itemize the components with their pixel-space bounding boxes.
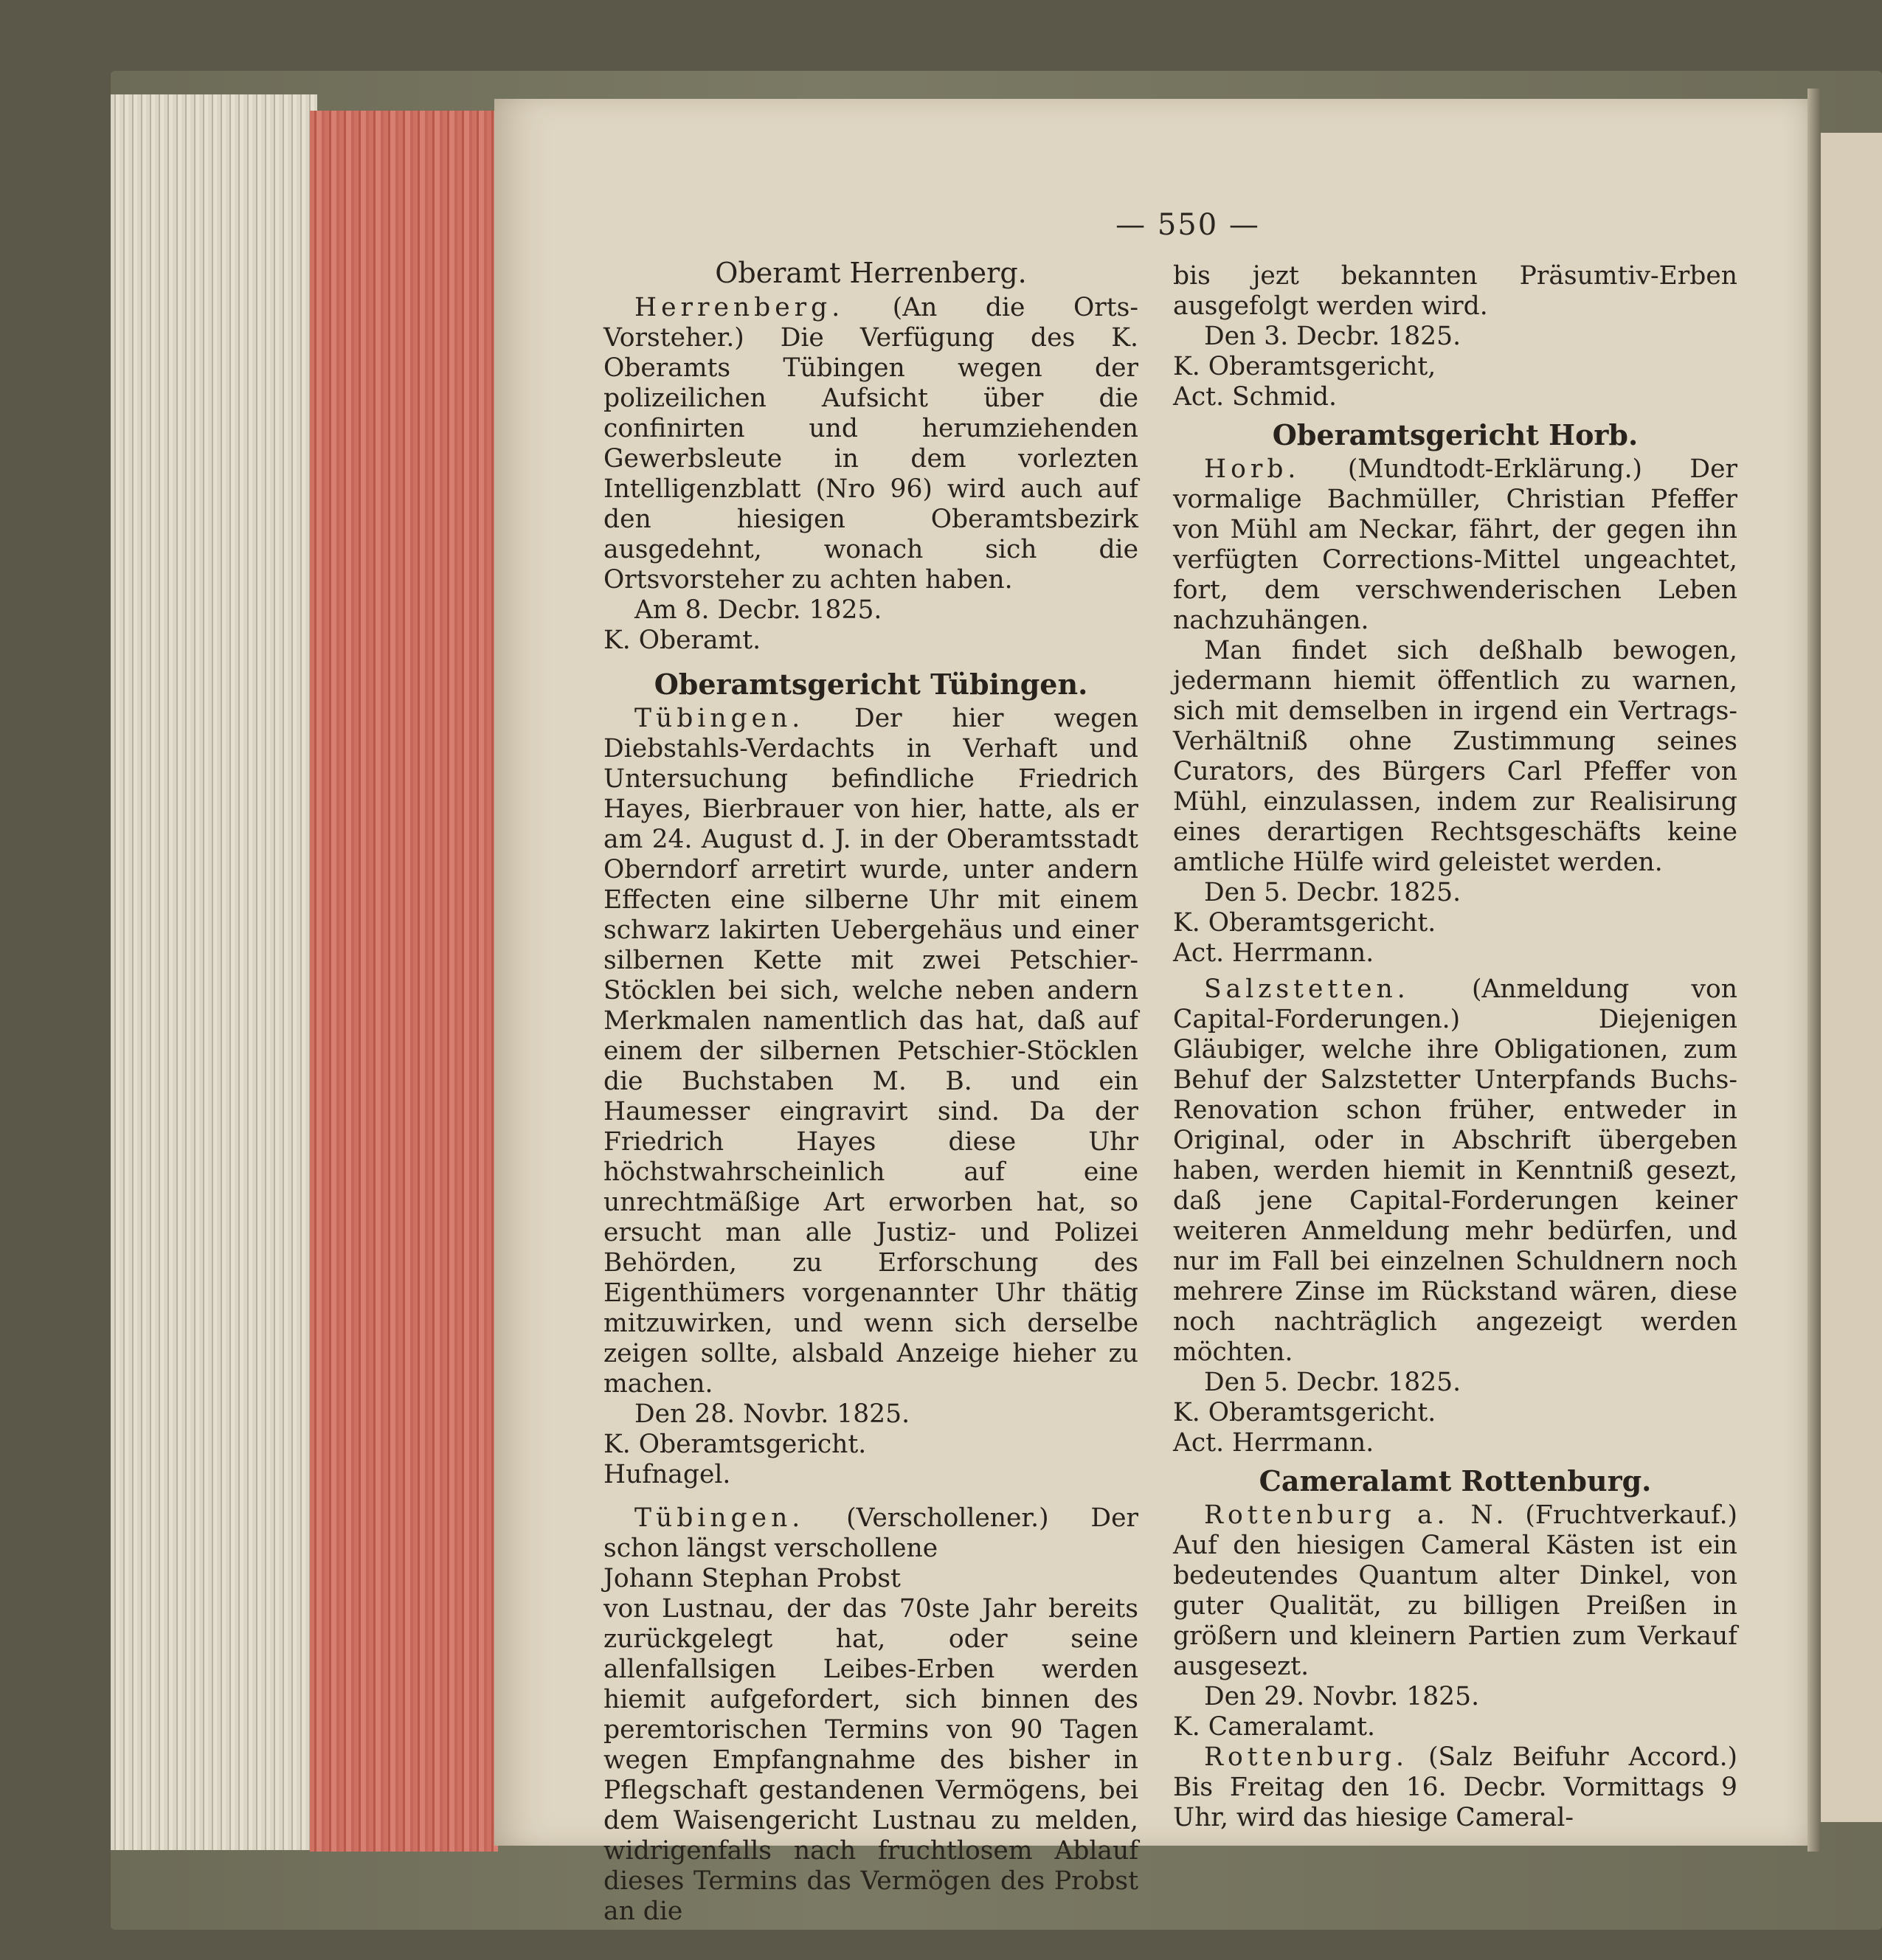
date-line: Den 5. Decbr. 1825. xyxy=(1204,1368,1461,1397)
paragraph-text: (An die Orts-Vorsteher.) Die Verfügung des K. Oberamts Tübingen wegen der polizeilichen Aufsicht über die confinirten und herumziehenden Gewerbsleute in dem vorlezten Intelligenzblatt (Nro 96) wird auch auf den hiesigen Oberamtsbezirk ausgedehnt, wonach sich die Ortsvorsteher zu achten haben. xyxy=(603,293,1138,595)
signature: K. Oberamtsgericht, xyxy=(1173,352,1436,381)
paragraph xyxy=(1173,454,1737,636)
page-stack-edge xyxy=(111,94,317,1850)
signature-name: Act. Schmid. xyxy=(1173,382,1338,412)
signature: K. Oberamtsgericht. xyxy=(1173,1398,1436,1427)
paragraph-text: (Fruchtverkauf.) Auf den hiesigen Cameral Kästen ist ein bedeutendes Quantum alter Dinkel, von guter Qualität, zu billigen Preißen in größern und kleinern Partien zum Verkauf ausgesezt. xyxy=(1173,1500,1737,1681)
signature: K. Oberamtsgericht. xyxy=(1173,908,1436,938)
place-name: Tübingen. xyxy=(634,1503,805,1533)
signature: K. Oberamt. xyxy=(603,626,761,655)
place-name: Tübingen. xyxy=(634,704,805,733)
date-line: Den 3. Decbr. 1825. xyxy=(1204,322,1461,351)
paragraph xyxy=(603,293,1138,595)
section-title: Oberamtsgericht Horb. xyxy=(1272,418,1639,451)
paragraph xyxy=(1173,1742,1737,1833)
paragraph-text: Der hier wegen Diebstahls-Verdachts in Verhaft und Untersuchung befindliche Friedrich Hayes, Bierbrauer von hier, hatte, als er am 24. August d. J. in der Oberamtsstadt Oberndorf arretirt wurde, unter andern Effecten eine silberne Uhr mit einem schwarz lakirten Uebergehäus und einer silbernen Kette mit zwei Petschier-Stöcklen bei sich, welche neben andern Merkmalen namentlich das hat, daß auf einem der silbernen Petschier-Stöcklen die Buchstaben M. B. und ein Haumesser eingravirt sind. Da der Friedrich Hayes diese Uhr höchstwahrscheinlich auf eine unrechtmäßige Art erworben hat, so ersucht man alle Justiz- und Polizei Behörden, zu Erforschung des Eigenthümers vorgenannter Uhr thätig mitzuwirken, und wenn sich derselbe zeigen sollte, alsbald Anzeige hieher zu machen. xyxy=(603,704,1138,1399)
person-name: Johann Stephan Probst xyxy=(603,1564,901,1593)
section-title: Oberamtsgericht Tübingen. xyxy=(654,668,1088,701)
book-gutter xyxy=(1807,89,1821,1852)
section-title: Oberamt Herrenberg. xyxy=(715,257,1027,289)
signature-name: Act. Herrmann. xyxy=(1173,938,1374,968)
paragraph-text: (Salz Beifuhr Accord.) Bis Freitag den 16. Decbr. Vormittags 9 Uhr, wird das hiesige Cameral- xyxy=(1173,1742,1737,1832)
paragraph-text: bis jezt bekannten Präsumtiv-Erben ausgefolgt werden wird. xyxy=(1173,261,1737,321)
right-column xyxy=(1173,251,1737,1833)
section-title: Cameralamt Rottenburg. xyxy=(1259,1464,1652,1497)
date-line: Den 28. Novbr. 1825. xyxy=(634,1399,910,1429)
place-name: Herrenberg. xyxy=(634,293,845,322)
date-line: Den 29. Novbr. 1825. xyxy=(1204,1682,1480,1711)
signature-name: Act. Herrmann. xyxy=(1173,1428,1374,1458)
place-name: Rottenburg. xyxy=(1204,1742,1408,1772)
date-line: Den 5. Decbr. 1825. xyxy=(1204,878,1461,907)
red-page-edges xyxy=(310,111,498,1852)
facing-page-edge xyxy=(1821,133,1882,1822)
paragraph-text: (Anmeldung von Capital-Forderungen.) Diejenigen Gläubiger, welche ihre Obligationen, zum Behuf der Salzstetter Unterpfands Buchs-Renovation schon früher, entweder in Original, oder in Abschrift übergeben haben, werden hiemit in Kenntniß gesezt, daß jene Capital-Forderungen keiner weiteren Anmeldung mehr bedürfen, und nur im Fall bei einzelnen Schuldnern noch mehrere Zinse im Rückstand wären, diese noch nachträglich angezeigt werden möchten. xyxy=(1173,974,1737,1367)
signature: K. Oberamtsgericht. xyxy=(603,1430,867,1459)
paragraph-text: Man findet sich deßhalb bewogen, jedermann hiemit öffentlich zu warnen, sich mit demselben in irgend ein Vertrags-Verhältniß ohne Zustimmung seines Curators, des Bürgers Carl Pfeffer von Mühl, einzulassen, indem zur Realisirung eines derartigen Rechtsgeschäfts keine amtliche Hülfe wird geleistet werden. xyxy=(1173,636,1737,877)
left-column xyxy=(603,251,1138,1927)
paragraph xyxy=(603,704,1138,1399)
signature-name: Hufnagel. xyxy=(603,1460,731,1489)
page-number: — 550 — xyxy=(1115,208,1260,242)
paragraph xyxy=(1173,974,1737,1368)
paragraph xyxy=(603,1503,1138,1564)
date-line: Am 8. Decbr. 1825. xyxy=(634,595,882,625)
paragraph-text: (Verschollener.) Der schon längst verschollene xyxy=(603,1503,1138,1563)
place-name: Rottenburg a. N. xyxy=(1204,1500,1509,1530)
place-name: Horb. xyxy=(1204,454,1301,484)
paragraph xyxy=(1173,1500,1737,1682)
signature: K. Cameralamt. xyxy=(1173,1712,1376,1742)
paragraph-text: von Lustnau, der das 70ste Jahr bereits zurückgelegt hat, oder seine allenfallsigen Leibes-Erben werden hiemit aufgefordert, sich binnen des peremtorischen Termins von 90 Tagen wegen Empfangnahme des bisher in Pflegschaft gestandenen Vermögens, bei dem Waisengericht Lustnau zu melden, widrigenfalls nach fruchtlosem Ablauf dieses Termins das Vermögen des Probst an die xyxy=(603,1594,1138,1926)
paragraph-text: (Mundtodt-Erklärung.) Der vormalige Bachmüller, Christian Pfeffer von Mühl am Neckar, fährt, der gegen ihn verfügten Corrections-Mittel ungeachtet, fort, dem verschwenderischen Leben nachzuhängen. xyxy=(1173,454,1737,635)
place-name: Salzstetten. xyxy=(1204,974,1410,1004)
